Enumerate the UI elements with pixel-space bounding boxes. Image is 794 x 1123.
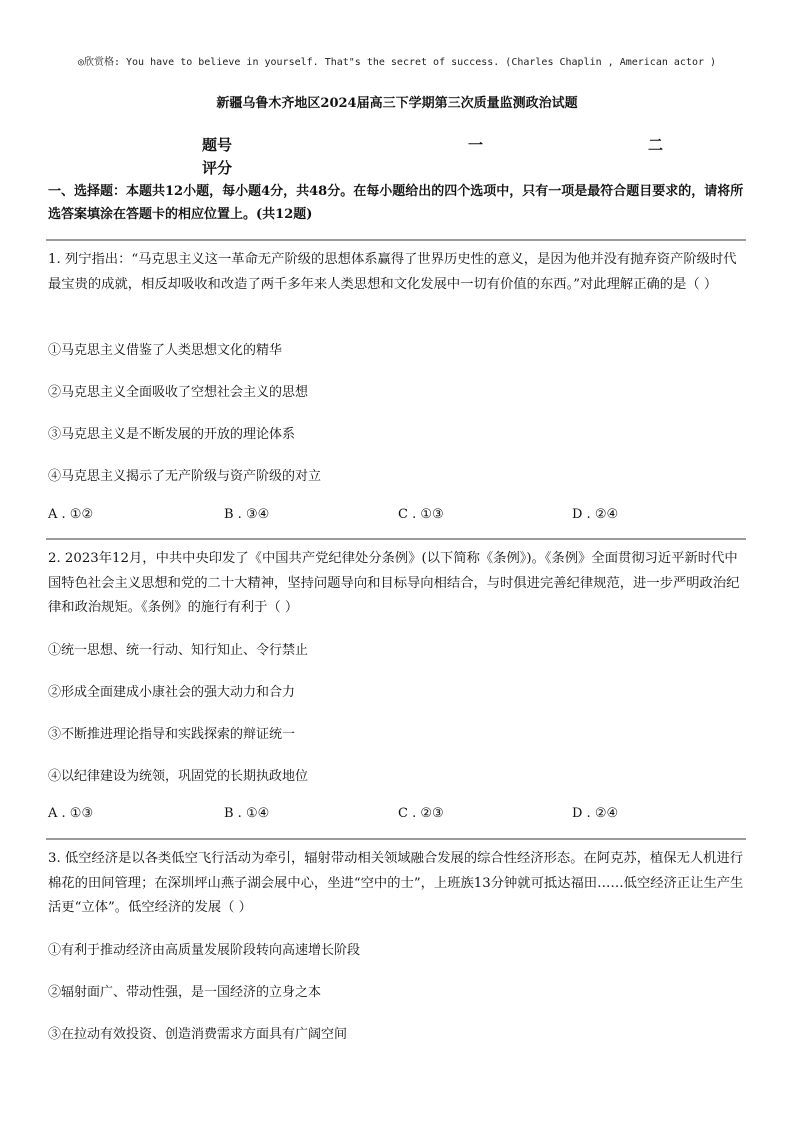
question-2-choice-b[interactable]: B . ①④ bbox=[224, 806, 270, 821]
score-row-label-number: 题号 bbox=[202, 136, 233, 154]
motto-line: ◎欣赏格: You have to believe in yourself. That"s the secret of success. (Charles Chaplin , American actor ) bbox=[77, 57, 717, 68]
question-1-choice-c[interactable]: C . ①③ bbox=[398, 507, 444, 522]
exam-title: 新疆乌鲁木齐地区2024届高三下学期第三次质量监测政治试题 bbox=[216, 96, 578, 111]
question-1-option-4: ④马克思主义揭示了无产阶级与资产阶级的对立 bbox=[48, 469, 322, 484]
question-3-stem: 3. 低空经济是以各类低空飞行活动为牵引，辐射带动相关领域融合发展的综合性经济形态。在阿克苏，植保无人机进行棉花的田间管理；在深圳坪山燕子湖会展中心，坐进“空中的士”，上班族13分钟就可抵达福田……低空经济正让生产生活更“立体”。低空经济的发展（ ） bbox=[48, 851, 744, 915]
question-3-option-3: ③在拉动有效投资、创造消费需求方面具有广阔空间 bbox=[48, 1027, 348, 1042]
question-divider bbox=[46, 838, 746, 840]
question-1-choice-b[interactable]: B . ③④ bbox=[224, 507, 270, 522]
question-3-option-2: ②辐射面广、带动性强，是一国经济的立身之本 bbox=[48, 985, 322, 1000]
question-2-choice-a[interactable]: A . ①③ bbox=[48, 806, 94, 821]
question-2-choices bbox=[48, 806, 748, 822]
question-1-choices bbox=[48, 507, 748, 523]
question-2-option-2: ②形成全面建成小康社会的强大动力和合力 bbox=[48, 685, 296, 700]
score-col-2: 二 bbox=[648, 136, 664, 154]
question-divider bbox=[46, 538, 746, 540]
question-2-option-4: ④以纪律建设为统领，巩固党的长期执政地位 bbox=[48, 769, 309, 784]
question-divider bbox=[46, 239, 746, 241]
question-1-choice-a[interactable]: A . ①② bbox=[48, 507, 94, 522]
question-2-choice-d[interactable]: D . ②④ bbox=[572, 806, 619, 821]
score-col-1: 一 bbox=[468, 136, 484, 154]
score-row-label-score: 评分 bbox=[202, 159, 233, 177]
question-1-option-1: ①马克思主义借鉴了人类思想文化的精华 bbox=[48, 343, 283, 358]
question-1-option-2: ②马克思主义全面吸收了空想社会主义的思想 bbox=[48, 385, 309, 400]
question-1-stem: 1. 列宁指出：“马克思主义这一革命无产阶级的思想体系赢得了世界历史性的意义，是因为他并没有抛弃资产阶级时代最宝贵的成就，相反却吸收和改造了两千多年来人类思想和文化发展中一切有价值的东西。”对此理解正确的是（ ） bbox=[48, 252, 737, 292]
question-2-choice-c[interactable]: C . ②③ bbox=[398, 806, 444, 821]
question-2-option-1: ①统一思想、统一行动、知行知止、令行禁止 bbox=[48, 643, 309, 658]
section-heading: 一、选择题：本题共12小题，每小题4分，共48分。在每小题给出的四个选项中，只有一项是最符合题目要求的，请将所选答案填涂在答题卡的相应位置上。(共12题) bbox=[48, 184, 744, 222]
question-1-option-3: ③马克思主义是不断发展的开放的理论体系 bbox=[48, 427, 296, 442]
question-2-stem: 2. 2023年12月，中共中央印发了《中国共产党纪律处分条例》(以下简称《条例》)。《条例》全面贯彻习近平新时代中国特色社会主义思想和党的二十大精神，坚持问题导向和目标导向相结合，与时俱进完善纪律规范，进一步严明政治纪律和政治规矩。《条例》的施行有利于（ ） bbox=[48, 551, 740, 615]
question-2-option-3: ③不断推进理论指导和实践探索的辩证统一 bbox=[48, 727, 296, 742]
question-3-option-1: ①有利于推动经济由高质量发展阶段转向高速增长阶段 bbox=[48, 943, 361, 958]
question-1-choice-d[interactable]: D . ②④ bbox=[572, 507, 619, 522]
